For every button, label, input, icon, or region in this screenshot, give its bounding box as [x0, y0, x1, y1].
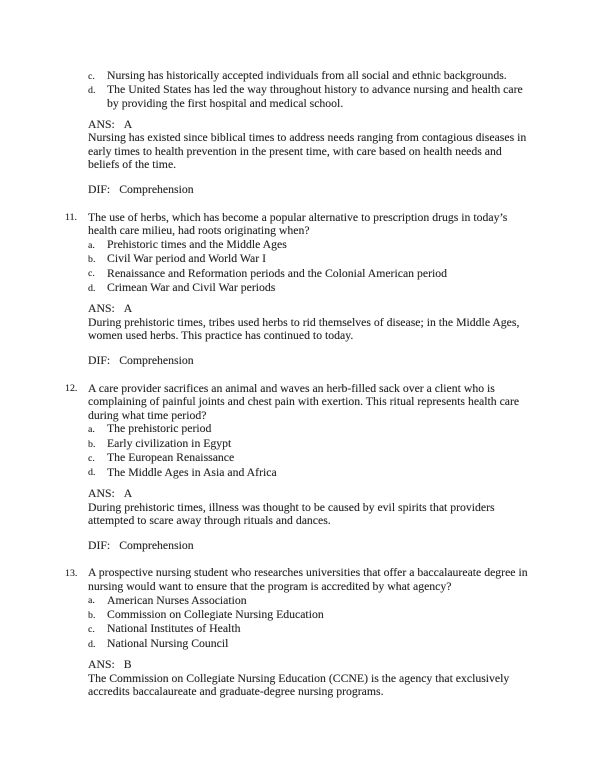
question-row: [65, 382, 534, 553]
dif-value: Comprehension: [119, 538, 194, 552]
question-body: [88, 566, 534, 699]
rationale-text: The Commission on Collegiate Nursing Education (CCNE) is the agency that exclusively accredits baccalaureate and graduate-degree nursing programs.: [88, 671, 510, 699]
question-13-block: [65, 566, 534, 699]
answer-label: ANS:: [88, 302, 115, 316]
answer-option: [88, 466, 534, 480]
options-list: [88, 422, 534, 480]
option-text: The European Renaissance: [107, 451, 235, 465]
answer-line: [88, 302, 534, 316]
answer-value: A: [123, 117, 133, 131]
answer-block: [88, 118, 534, 172]
dif-value: Comprehension: [119, 354, 194, 368]
option-letter: d.: [88, 282, 96, 294]
option-text: National Nursing Council: [107, 636, 229, 650]
answer-line: [88, 658, 534, 672]
answer-value: A: [123, 487, 133, 501]
dif-line: [88, 354, 534, 368]
question-number: 13.: [65, 568, 78, 580]
answer-line: [88, 487, 534, 501]
option-text: Nursing has historically accepted individuals from all social and ethnic backgrounds.: [107, 69, 507, 82]
answer-label: ANS:: [88, 658, 115, 672]
options-list: [88, 594, 534, 652]
question-12-block: [65, 382, 534, 553]
question-row: [65, 211, 534, 368]
answer-option: [88, 594, 534, 608]
rationale-text: During prehistoric times, tribes used herbs to rid themselves of disease; in the Middle Ages, women used herbs. This practice has continued to today.: [88, 315, 520, 343]
question-11-block: [65, 211, 534, 368]
option-text: The Middle Ages in Asia and Africa: [107, 465, 277, 479]
option-text: Crimean War and Civil War periods: [107, 280, 276, 294]
answer-option: [88, 608, 534, 622]
option-letter: a.: [88, 239, 95, 251]
question-text: A care provider sacrifices an animal and waves an herb-filled sack over a client who is complaining of painful joints and chest pain with exertion. This ritual represents health care during what time period?: [88, 381, 520, 422]
answer-block: [88, 302, 534, 343]
option-text: National Institutes of Health: [107, 622, 241, 636]
dif-label: DIF:: [88, 538, 111, 552]
question-number: 11.: [65, 212, 77, 224]
option-letter: c.: [88, 624, 95, 636]
option-text: The prehistoric period: [107, 422, 212, 436]
option-letter: b.: [88, 609, 96, 621]
option-text: Commission on Collegiate Nursing Education: [107, 607, 324, 621]
answer-option: [88, 69, 534, 83]
option-letter: c.: [88, 268, 95, 280]
option-text: Civil War period and World War I: [107, 252, 267, 266]
answer-option: [88, 281, 534, 295]
answer-line: [88, 118, 534, 132]
option-text: Prehistoric times and the Middle Ages: [107, 237, 287, 251]
answer-option: [88, 451, 534, 465]
option-letter: b.: [88, 253, 96, 265]
answer-option: [88, 437, 534, 451]
option-letter: c.: [88, 453, 95, 465]
option-letter: a.: [88, 424, 95, 436]
answer-option: [88, 252, 534, 266]
question-body: [88, 211, 534, 368]
answer-option: [88, 422, 534, 436]
answer-option: [88, 238, 534, 252]
answer-option: [88, 83, 534, 110]
answer-value: A: [123, 302, 133, 316]
answer-block: [88, 487, 534, 528]
question-number: 12.: [65, 383, 78, 395]
dif-label: DIF:: [88, 354, 111, 368]
document-content: [65, 69, 534, 699]
answer-option: [88, 267, 534, 281]
option-text: Renaissance and Reformation periods and the Colonial American period: [107, 266, 447, 280]
option-letter: d.: [88, 638, 96, 650]
answer-value: B: [123, 658, 132, 672]
dif-line: [88, 183, 534, 197]
option-text: Early civilization in Egypt: [107, 436, 232, 450]
option-letter: b.: [88, 438, 96, 450]
dif-line: [88, 539, 534, 553]
answer-option: [88, 622, 534, 636]
option-text: The United States has led the way throughout history to advance nursing and health care by providing the first hospital and medical school.: [107, 83, 523, 110]
question-text: A prospective nursing student who researches universities that offer a baccalaureate degree in nursing would want to ensure that the program is accredited by what agency?: [88, 566, 528, 593]
dif-value: Comprehension: [119, 182, 194, 196]
rationale-text: During prehistoric times, illness was thought to be caused by evil spirits that providers attempted to scare away through rituals and dances.: [88, 500, 495, 528]
question-continuation-block: [65, 69, 534, 197]
options-list: [88, 238, 534, 296]
answer-label: ANS:: [88, 487, 115, 501]
question-row: [65, 566, 534, 699]
option-letter: a.: [88, 595, 95, 607]
option-letter: c.: [88, 70, 95, 82]
answer-option: [88, 637, 534, 651]
rationale-text: Nursing has existed since biblical times to address needs ranging from contagious diseases in early times to health prevention in the present time, with care based on health needs and beliefs of the time.: [88, 131, 527, 172]
option-letter: d.: [88, 467, 96, 479]
dif-label: DIF:: [88, 182, 111, 196]
question-continuation-body: [88, 69, 534, 197]
question-text: The use of herbs, which has become a popular alternative to prescription drugs in today’s health care milieu, had roots originating when?: [88, 210, 508, 238]
answer-block: [88, 658, 534, 699]
question-body: [88, 382, 534, 553]
option-text: American Nurses Association: [107, 593, 247, 607]
answer-label: ANS:: [88, 117, 115, 131]
option-letter: d.: [88, 85, 96, 97]
